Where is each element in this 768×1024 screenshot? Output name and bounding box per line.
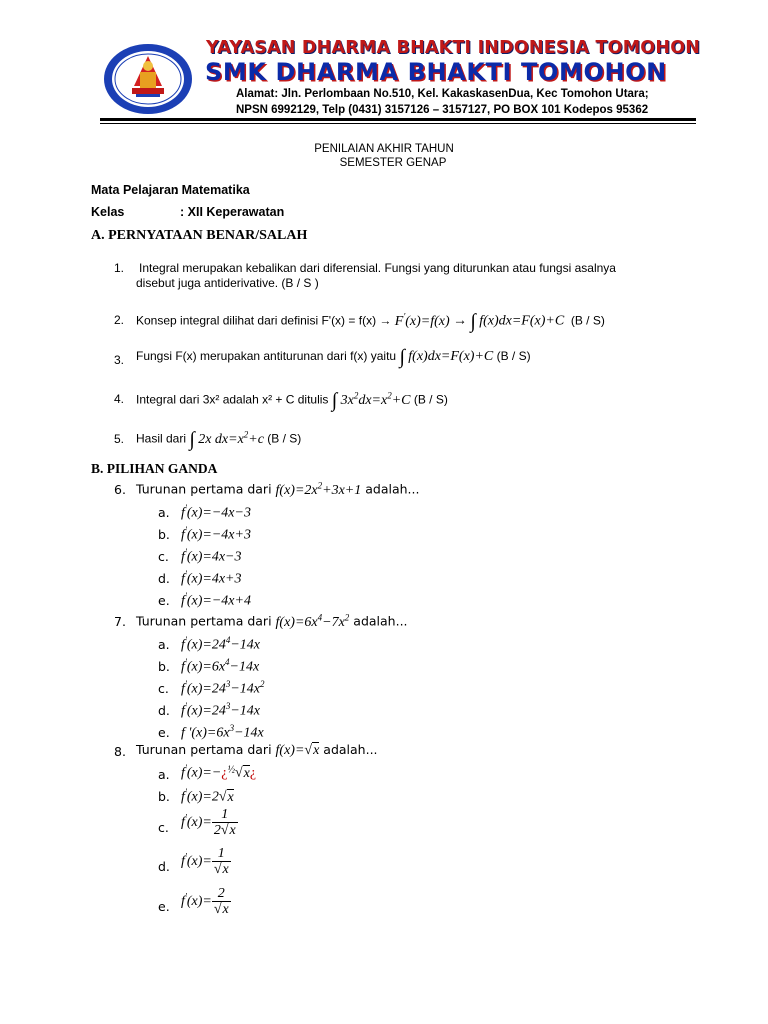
section-b-title: B. PILIHAN GANDA (91, 461, 218, 476)
school-contact: NPSN 6992129, Telp (0431) 3157126 – 3157127, PO BOX 101 Kodepos 95362 (236, 104, 649, 116)
question-number: 2. (114, 313, 125, 327)
letterhead-rule-thin (100, 123, 696, 124)
option-6b[interactable]: f'(x)=−4x+3 (181, 525, 251, 543)
foundation-name: YAYASAN DHARMA BHAKTI INDONESIA TOMOHON (206, 38, 701, 58)
question-8-suffix: adalah... (323, 742, 378, 757)
true-false-choice: (B / S) (496, 349, 531, 363)
question-1-line2: disebut juga antiderivative. (B / S ) (136, 276, 319, 290)
question-5-text: Hasil dari (136, 431, 187, 446)
antiderivative-formula: f(x)dx=F(x)+C (408, 349, 494, 364)
option-letter: e. (158, 725, 170, 740)
integral-2x-formula: 2x $dx=x^2+c$ (198, 429, 264, 447)
subject-value: : Matematika (174, 183, 250, 197)
question-7-suffix: adalah... (353, 613, 408, 629)
question-4-text: Integral dari 3x² adalah x² + C ditulis (136, 392, 329, 407)
option-letter: d. (158, 571, 170, 586)
option-6c[interactable]: f'(x)=4x−3 (181, 547, 242, 565)
school-name: SMK DHARMA BHAKTI TOMOHON (205, 58, 667, 86)
true-false-choice: (B / S) (413, 392, 448, 407)
option-7c[interactable]: $f'(x)=24^3-14x^2$ (181, 679, 265, 697)
exam-title: PENILAIAN AKHIR TAHUN (314, 143, 454, 155)
option-7a[interactable]: $f'(x)=24^4-14x$ (181, 635, 260, 653)
school-address: Alamat: Jln. Perlombaan No.510, Kel. KakaskasenDua, Kec Tomohon Utara; (236, 88, 649, 100)
letterhead-rule (100, 118, 696, 121)
question-2-text: Konsep integral dilihat dari definisi F'(x) = f(x) → (136, 313, 392, 328)
question-6-prefix: Turunan pertama dari (136, 481, 272, 497)
option-letter: d. (158, 859, 170, 874)
arrow-icon: → (453, 313, 468, 329)
option-letter: e. (158, 899, 170, 914)
question-8-prefix: Turunan pertama dari (136, 742, 272, 757)
option-7b[interactable]: $f'(x)=6x^4-14x$ (181, 657, 260, 675)
option-letter: c. (158, 820, 169, 835)
option-6d[interactable]: f'(x)=4x+3 (181, 569, 242, 587)
question-number: 6. (114, 482, 126, 497)
option-6e[interactable]: f'(x)=−4x+4 (181, 591, 251, 609)
true-false-choice: (B / S) (570, 313, 605, 328)
question-1-line1: Integral merupakan kebalikan dari diferensial. Fungsi yang diturunkan atau fungsi asalnya (139, 261, 616, 275)
option-letter: b. (158, 789, 170, 804)
question-7-function: $f(x)=6x^4-7x^2$ (275, 612, 350, 630)
question-number: 8. (114, 744, 126, 759)
question-number: 1. (114, 261, 125, 275)
question-number: 3. (114, 353, 125, 367)
option-8a[interactable]: f'(x)=−¿$^{\frac{1}{2}}$√x¿ (181, 763, 257, 781)
option-6a[interactable]: f'(x)=−4x−3 (181, 503, 251, 521)
option-letter: b. (158, 659, 170, 674)
option-letter: a. (158, 505, 170, 520)
question-number: 5. (114, 432, 125, 446)
integral-icon: ∫ (331, 389, 338, 412)
option-letter: a. (158, 637, 170, 652)
option-8b[interactable]: f'(x)=2√x (181, 787, 234, 805)
question-6 (136, 480, 419, 499)
question-number: 7. (114, 614, 126, 629)
question-8 (136, 742, 378, 759)
question-3 (136, 346, 531, 368)
integral-definition: f(x)dx=F(x)+C (479, 313, 565, 329)
option-letter: c. (158, 681, 169, 696)
option-letter: e. (158, 593, 170, 608)
option-letter: c. (158, 549, 169, 564)
option-letter: d. (158, 703, 170, 718)
question-7 (136, 612, 408, 631)
subject-label: Mata Pelajaran (91, 183, 179, 197)
derivative-definition: F'(x)=f(x) (394, 311, 450, 329)
section-a-title: A. PERNYATAAN BENAR/SALAH (91, 228, 308, 243)
question-4 (136, 388, 448, 412)
integral-icon: ∫ (399, 346, 405, 368)
option-letter: b. (158, 527, 170, 542)
question-8-function: f(x)=√x (275, 743, 320, 758)
exam-subtitle: SEMESTER GENAP (339, 157, 447, 169)
class-label: Kelas (91, 205, 125, 219)
integral-icon: ∫ (189, 428, 195, 451)
question-6-function: $f(x)=2x^2+3x+1$ (275, 480, 362, 498)
class-value: : XII Keperawatan (180, 205, 285, 219)
question-2 (136, 309, 605, 333)
integral-3x2-formula: $3x^2dx=x^2+C$ (340, 390, 411, 408)
question-7-prefix: Turunan pertama dari (136, 613, 272, 629)
option-letter: a. (158, 767, 170, 782)
question-number: 4. (114, 392, 125, 406)
question-3-text: Fungsi F(x) merupakan antiturunan dari f(x) yaitu (136, 349, 397, 363)
true-false-choice: (B / S) (267, 431, 302, 446)
option-7e[interactable]: f '$(x)=6x^3-14x$ (181, 723, 264, 741)
option-7d[interactable]: $f'(x)=24^3-14x$ (181, 701, 260, 719)
question-6-suffix: adalah... (365, 481, 420, 497)
option-8e[interactable]: f'(x)= $\frac{2}{√x}$ (181, 886, 229, 917)
option-8c[interactable]: f'(x)= $\frac{1}{2√x}$ (181, 807, 236, 838)
question-5 (136, 427, 302, 451)
option-8d[interactable]: f'(x)= $\frac{1}{√x}$ (181, 846, 229, 877)
school-crest-logo (102, 42, 194, 116)
integral-icon: ∫ (470, 310, 476, 333)
